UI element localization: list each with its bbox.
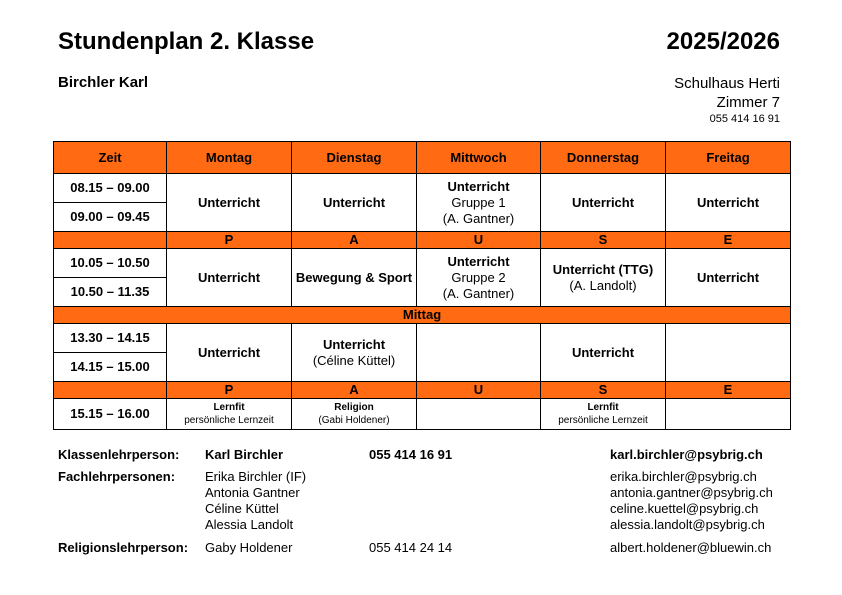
lesson-detail: (Céline Küttel) [312,352,396,368]
teacher-name: Birchler Karl [58,74,149,91]
header-montag: Montag [167,142,292,174]
pause-cell [54,382,167,399]
lesson-title: Lernfit [587,402,619,413]
lesson-title: Unterricht [447,253,510,269]
pause-letter: E [666,232,791,249]
lesson-cell [292,399,417,430]
header-zeit: Zeit [54,142,167,174]
lesson-cell [167,399,292,430]
time-cell: 15.15 – 16.00 [54,399,167,430]
header-dienstag: Dienstag [292,142,417,174]
header-freitag: Freitag [666,142,791,174]
lesson-cell-empty [666,324,791,382]
time-cell: 10.50 – 11.35 [54,278,167,307]
religionslehrperson-name: Gaby Holdener [205,540,293,555]
lesson-cell-empty [417,399,541,430]
lesson-cell: Unterricht [167,249,292,307]
page-title: Stundenplan 2. Klasse [58,28,315,55]
lesson-cell [541,249,666,307]
school-year: 2025/2026 [666,28,780,55]
klassenlehrperson-label: Klassenlehrperson: [58,447,180,462]
time-cell: 09.00 – 09.45 [54,203,167,232]
fachlehrperson-email[interactable]: celine.kuettel@psybrig.ch [610,501,759,516]
pause-row [54,382,791,399]
school-name: Schulhaus Herti [674,75,780,92]
lesson-cell: Unterricht [541,324,666,382]
timetable-row [54,174,791,203]
religionslehrperson-label: Religionslehrperson: [58,540,189,555]
lesson-cell: Unterricht [167,174,292,232]
pause-letter: S [541,232,666,249]
timetable-row [54,324,791,353]
lesson-title: Lernfit [213,402,245,413]
lesson-detail: persönliche Lernzeit [184,415,274,426]
lesson-cell: Bewegung & Sport [292,249,417,307]
lesson-title: Unterricht (TTG) [552,261,654,277]
lesson-title: Religion [334,402,374,413]
klassenlehrperson-email[interactable]: karl.birchler@psybrig.ch [610,447,763,462]
mittag-cell: Mittag [54,307,791,324]
pause-letter: A [292,232,417,249]
time-cell: 14.15 – 15.00 [54,353,167,382]
fachlehrperson-email[interactable]: erika.birchler@psybrig.ch [610,469,757,484]
pause-cell [54,232,167,249]
religionslehrperson-email[interactable]: albert.holdener@bluewin.ch [610,540,772,555]
time-cell: 08.15 – 09.00 [54,174,167,203]
fachlehrperson-name: Céline Küttel [205,501,279,516]
timetable-row [54,249,791,278]
school-info [674,74,780,126]
header-donnerstag: Donnerstag [541,142,666,174]
fachlehrperson-email[interactable]: alessia.landolt@psybrig.ch [610,517,765,532]
lesson-detail: (A. Landolt) [569,277,637,293]
religionslehrperson-phone: 055 414 24 14 [369,540,453,555]
lesson-cell [417,174,541,232]
lesson-cell: Unterricht [666,174,791,232]
header-mittwoch: Mittwoch [417,142,541,174]
fachlehrperson-name: Antonia Gantner [205,485,300,500]
lesson-cell-empty [417,324,541,382]
lesson-detail: (A. Gantner) [442,210,515,226]
fachlehrpersonen-label: Fachlehrpersonen: [58,469,176,484]
lesson-cell: Unterricht [541,174,666,232]
fachlehrperson-name: Erika Birchler (IF) [205,469,307,484]
fachlehrpersonen-names [205,469,306,533]
lesson-detail: (Gabi Holdener) [318,415,390,426]
fachlehrperson-email[interactable]: antonia.gantner@psybrig.ch [610,485,773,500]
lesson-cell [541,399,666,430]
fachlehrperson-name: Alessia Landolt [205,517,294,532]
pause-letter: E [666,382,791,399]
lesson-cell: Unterricht [666,249,791,307]
lesson-title: Unterricht [447,178,510,194]
timetable [53,141,791,430]
lesson-detail: persönliche Lernzeit [558,415,648,426]
pause-letter: P [167,382,292,399]
mittag-row [54,307,791,324]
lesson-cell: Unterricht [167,324,292,382]
lesson-cell-empty [666,399,791,430]
time-cell: 10.05 – 10.50 [54,249,167,278]
lesson-detail: Gruppe 2 [451,269,506,285]
pause-letter: S [541,382,666,399]
lesson-cell [292,324,417,382]
time-cell: 13.30 – 14.15 [54,324,167,353]
pause-row [54,232,791,249]
room-number: Zimmer 7 [716,94,780,111]
fachlehrpersonen-emails [610,469,773,533]
klassenlehrperson-phone: 055 414 16 91 [369,447,453,462]
lesson-cell [417,249,541,307]
school-phone: 055 414 16 91 [709,113,780,125]
pause-letter: U [417,382,541,399]
pause-letter: A [292,382,417,399]
timetable-row [54,399,791,430]
lesson-title: Unterricht [322,336,386,352]
lesson-cell: Unterricht [292,174,417,232]
klassenlehrperson-name: Karl Birchler [205,447,284,462]
timetable-header-row [54,142,791,174]
lesson-detail: (A. Gantner) [442,285,515,301]
lesson-detail: Gruppe 1 [451,194,506,210]
pause-letter: P [167,232,292,249]
pause-letter: U [417,232,541,249]
